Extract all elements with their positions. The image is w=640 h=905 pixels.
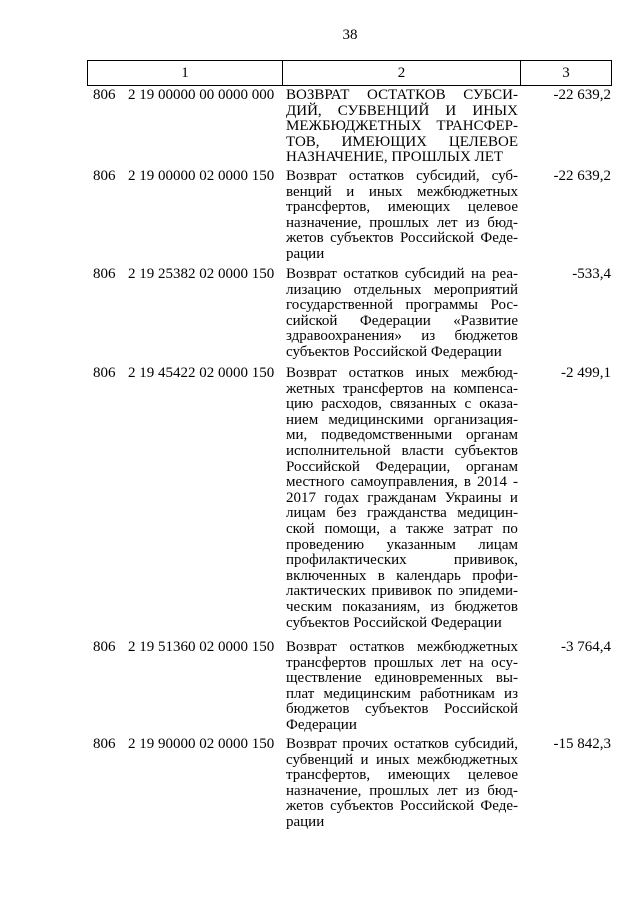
admin-code: 806: [93, 639, 116, 655]
column-header-2: 2: [283, 61, 521, 85]
name-word: Возврат: [286, 168, 337, 184]
name-word: прививок,: [453, 552, 518, 569]
name-word: цию: [286, 396, 314, 413]
name-line: [286, 491, 518, 507]
name-line: [286, 366, 518, 382]
name-word: профилактических: [286, 552, 407, 569]
column-header-3: 3: [562, 65, 570, 81]
name-word: бюд-: [487, 214, 518, 231]
name-word: включенных: [286, 567, 367, 584]
name-word: компенса-: [453, 380, 518, 397]
name-line: [286, 216, 518, 232]
name-word: годах: [324, 489, 359, 506]
name-word: -: [512, 474, 518, 491]
name-word: с: [464, 396, 472, 413]
amount: -22 639,2: [553, 87, 611, 103]
name-line: [286, 428, 518, 444]
amount: -533,4: [572, 266, 611, 282]
name-word: по: [437, 583, 454, 600]
admin-code: 806: [93, 87, 116, 103]
name-line: [286, 737, 518, 753]
name-word: назначение,: [286, 214, 362, 231]
name-word: гражданства: [367, 505, 447, 522]
name-line: [286, 522, 518, 538]
name-word: Российской: [400, 230, 474, 247]
name-word: целевое: [467, 767, 518, 784]
name-word: бюджетов: [454, 328, 518, 345]
name-line: [286, 553, 518, 569]
name-line: [286, 397, 518, 413]
name-word: бюджетов: [454, 598, 518, 615]
name-word: профи-: [472, 567, 518, 584]
name-word: субъектов: [330, 798, 394, 815]
budget-classification-code: 2 19 45422 02 0000 150: [128, 365, 275, 381]
name-word: иных: [368, 183, 403, 200]
name-word: в: [463, 474, 471, 491]
name-word: суб-: [491, 168, 518, 184]
name-word: из: [465, 782, 480, 799]
name-word: осу-: [491, 654, 518, 671]
name-word: иных: [375, 751, 410, 768]
name-word: прочих: [342, 736, 389, 752]
name-word: органам: [466, 458, 518, 475]
revenue-name: [286, 169, 518, 263]
name-word: ИНЫХ: [472, 102, 518, 119]
name-line: [286, 671, 518, 687]
name-word: бюд-: [487, 782, 518, 799]
revenue-name: [286, 267, 518, 361]
name-word: остатков: [343, 266, 399, 282]
name-word: субсидий: [404, 266, 465, 282]
name-word: а: [389, 520, 397, 537]
name-word: программы: [405, 297, 478, 314]
name-word: самоуправления,: [350, 474, 458, 491]
name-word: работникам: [419, 685, 495, 702]
name-word: гражданам: [367, 489, 437, 506]
name-line: [286, 687, 518, 703]
name-word: иных: [415, 365, 450, 381]
name-line: Федерации: [286, 716, 357, 733]
name-word: Российской: [400, 798, 474, 815]
name-word: субсидий,: [416, 168, 480, 184]
name-line: [286, 753, 518, 769]
name-word: сийской: [286, 312, 338, 329]
name-word: Возврат: [286, 266, 337, 282]
name-word: медицинскими: [328, 411, 424, 428]
name-word: затрат: [453, 520, 493, 537]
admin-code: 806: [93, 168, 116, 184]
name-word: ществление: [286, 670, 362, 687]
name-word: лет: [436, 782, 458, 799]
name-word: органам: [465, 427, 518, 444]
name-word: прививок: [371, 583, 432, 600]
admin-code: 806: [93, 365, 116, 381]
name-word: указанным: [386, 536, 456, 553]
name-word: ИМЕЮЩИХ: [341, 133, 427, 150]
name-line: [286, 185, 518, 201]
name-word: власти: [401, 442, 444, 459]
name-word: назначение,: [286, 782, 362, 799]
name-word: прошлых: [369, 782, 429, 799]
name-word: Возврат: [286, 736, 337, 752]
name-line: [286, 119, 518, 135]
page-number: 38: [342, 27, 358, 43]
name-word: расходов,: [321, 396, 382, 413]
name-word: на: [431, 380, 446, 397]
name-word: трансфертов,: [286, 199, 371, 216]
name-word: прошлых: [369, 214, 429, 231]
name-word: реа-: [492, 266, 518, 282]
name-word: мероприятий: [433, 281, 518, 298]
name-line: [286, 267, 518, 283]
name-line: [286, 104, 518, 120]
name-word: и: [346, 183, 355, 200]
name-word: нием: [286, 411, 319, 428]
name-word: МЕЖБЮДЖЕТНЫХ: [286, 118, 422, 135]
name-word: лицам: [478, 536, 518, 553]
name-word: венций: [286, 183, 332, 200]
name-word: жетов: [286, 230, 324, 247]
revenue-name: [286, 737, 518, 831]
name-word: ческим: [286, 598, 333, 615]
name-word: СУБСИ-: [463, 87, 518, 103]
name-word: жетов: [286, 798, 324, 815]
name-line: субъектов Российской Федерации: [286, 614, 502, 631]
name-word: субъектов: [330, 230, 394, 247]
amount: -2 499,1: [561, 365, 611, 381]
name-line: [286, 200, 518, 216]
name-word: трансфертов,: [286, 767, 371, 784]
name-line: субъектов Российской Федерации: [286, 343, 502, 360]
budget-classification-code: 2 19 00000 02 0000 150: [128, 168, 275, 184]
name-word: здравоохранения»: [286, 328, 402, 345]
name-word: без: [336, 505, 357, 522]
name-word: исполнительной: [286, 442, 391, 459]
column-header-1: 1: [88, 61, 283, 85]
name-word: И: [445, 102, 457, 119]
revenue-name: [286, 366, 518, 631]
name-word: остатков: [393, 736, 449, 752]
name-line: рации: [286, 245, 325, 262]
name-word: ВОЗВРАТ: [286, 87, 350, 103]
name-line: [286, 569, 518, 585]
revenue-name: [286, 88, 518, 166]
name-word: имеющих: [387, 199, 451, 216]
name-line: [286, 640, 518, 656]
name-word: местного: [286, 474, 345, 491]
name-word: прошлых: [373, 654, 434, 671]
name-word: ДИЙ,: [286, 102, 322, 119]
name-word: Возврат: [286, 365, 337, 381]
budget-classification-code: 2 19 25382 02 0000 150: [128, 266, 275, 282]
name-word: межбюд-: [460, 365, 518, 381]
name-word: по: [502, 520, 518, 537]
name-word: остатков: [348, 168, 405, 184]
name-word: 2017: [286, 489, 316, 506]
name-line: [286, 283, 518, 299]
name-line: [286, 584, 518, 600]
name-word: Феде-: [480, 230, 518, 247]
name-word: субъектов: [454, 442, 518, 459]
name-word: «Развитие: [453, 312, 518, 329]
name-word: также: [406, 520, 444, 537]
name-word: имеющих: [387, 767, 451, 784]
name-word: ЦЕЛЕВОЕ: [448, 133, 518, 150]
name-line: [286, 475, 518, 491]
name-line: [286, 444, 518, 460]
name-word: и: [509, 489, 518, 506]
name-word: субсидий,: [454, 736, 518, 752]
name-word: календарь: [396, 567, 461, 584]
name-word: субвенций: [286, 751, 354, 768]
name-word: Возврат: [286, 639, 337, 655]
name-word: проведению: [286, 536, 365, 553]
name-line: [286, 538, 518, 554]
name-word: плат: [286, 685, 315, 702]
name-line: [286, 799, 518, 815]
name-word: ской: [286, 520, 315, 537]
name-word: бюджетов: [286, 701, 350, 718]
name-line: [286, 702, 518, 718]
name-word: оказа-: [479, 396, 518, 413]
name-word: ТРАНСФЕР-: [436, 118, 518, 135]
name-line: [286, 314, 518, 330]
amount: -3 764,4: [561, 639, 611, 655]
name-word: межбюджетных: [416, 639, 518, 655]
name-word: на: [469, 654, 484, 671]
revenue-name: [286, 640, 518, 734]
name-word: эпидеми-: [458, 583, 518, 600]
amount: -22 639,2: [553, 168, 611, 184]
name-word: подведомственными: [321, 427, 453, 444]
name-word: Российской: [444, 701, 518, 718]
name-word: отдельных: [353, 281, 422, 298]
name-word: на: [470, 266, 486, 282]
name-word: государственной: [286, 297, 393, 314]
name-word: трансфертов: [342, 380, 424, 397]
name-word: межбюджетных: [416, 751, 518, 768]
name-line: [286, 88, 518, 104]
admin-code: 806: [93, 266, 116, 282]
name-word: Федерации,: [375, 458, 451, 475]
budget-classification-code: 2 19 90000 02 0000 150: [128, 736, 275, 752]
name-word: в: [377, 567, 385, 584]
amount: -15 842,3: [553, 736, 611, 752]
name-word: межбюджетных: [416, 183, 518, 200]
name-word: и: [360, 751, 369, 768]
name-word: ТОВ,: [286, 133, 320, 150]
name-word: Федерации: [359, 312, 431, 329]
name-line: [286, 600, 518, 616]
name-word: связанных: [389, 396, 457, 413]
name-line: [286, 506, 518, 522]
name-word: остатков: [348, 365, 404, 381]
name-word: жетных: [286, 380, 335, 397]
name-word: лет: [436, 214, 458, 231]
name-word: 2014: [476, 474, 507, 491]
name-word: из: [465, 214, 480, 231]
name-line: рации: [286, 813, 325, 830]
name-word: ми,: [286, 427, 308, 444]
name-line: [286, 329, 518, 345]
name-line: НАЗНАЧЕНИЕ, ПРОШЛЫХ ЛЕТ: [286, 149, 504, 166]
name-line: [286, 298, 518, 314]
name-word: помощи,: [324, 520, 381, 537]
name-word: Российской: [286, 458, 360, 475]
name-line: [286, 768, 518, 784]
budget-classification-code: 2 19 00000 00 0000 000: [128, 87, 275, 103]
name-word: Феде-: [480, 798, 518, 815]
name-word: вы-: [495, 670, 518, 687]
name-word: лет: [440, 654, 462, 671]
name-word: медицинским: [323, 685, 411, 702]
name-line: [286, 382, 518, 398]
name-word: остатков: [349, 639, 405, 655]
name-word: медицин-: [457, 505, 518, 522]
admin-code: 806: [93, 736, 116, 752]
name-word: лизацию: [286, 281, 342, 298]
name-word: СУБВЕНЦИЙ: [337, 102, 430, 119]
name-word: из: [421, 328, 436, 345]
budget-classification-code: 2 19 51360 02 0000 150: [128, 639, 275, 655]
name-line: [286, 231, 518, 247]
name-word: трансфертов: [286, 654, 367, 671]
name-word: единовременных: [374, 670, 484, 687]
name-word: Рос-: [490, 297, 518, 314]
name-line: [286, 135, 518, 151]
name-line: [286, 656, 518, 672]
name-word: лицам: [286, 505, 326, 522]
name-line: [286, 460, 518, 476]
name-line: [286, 169, 518, 185]
name-word: лактических: [286, 583, 366, 600]
name-word: организация-: [433, 411, 518, 428]
name-word: Украины: [444, 489, 502, 506]
name-word: целевое: [467, 199, 518, 216]
name-word: субъектов: [365, 701, 429, 718]
name-line: [286, 784, 518, 800]
name-word: из: [504, 685, 518, 702]
name-word: показаниям,: [342, 598, 421, 615]
name-word: ОСТАТКОВ: [367, 87, 446, 103]
name-line: [286, 413, 518, 429]
name-word: из: [430, 598, 445, 615]
